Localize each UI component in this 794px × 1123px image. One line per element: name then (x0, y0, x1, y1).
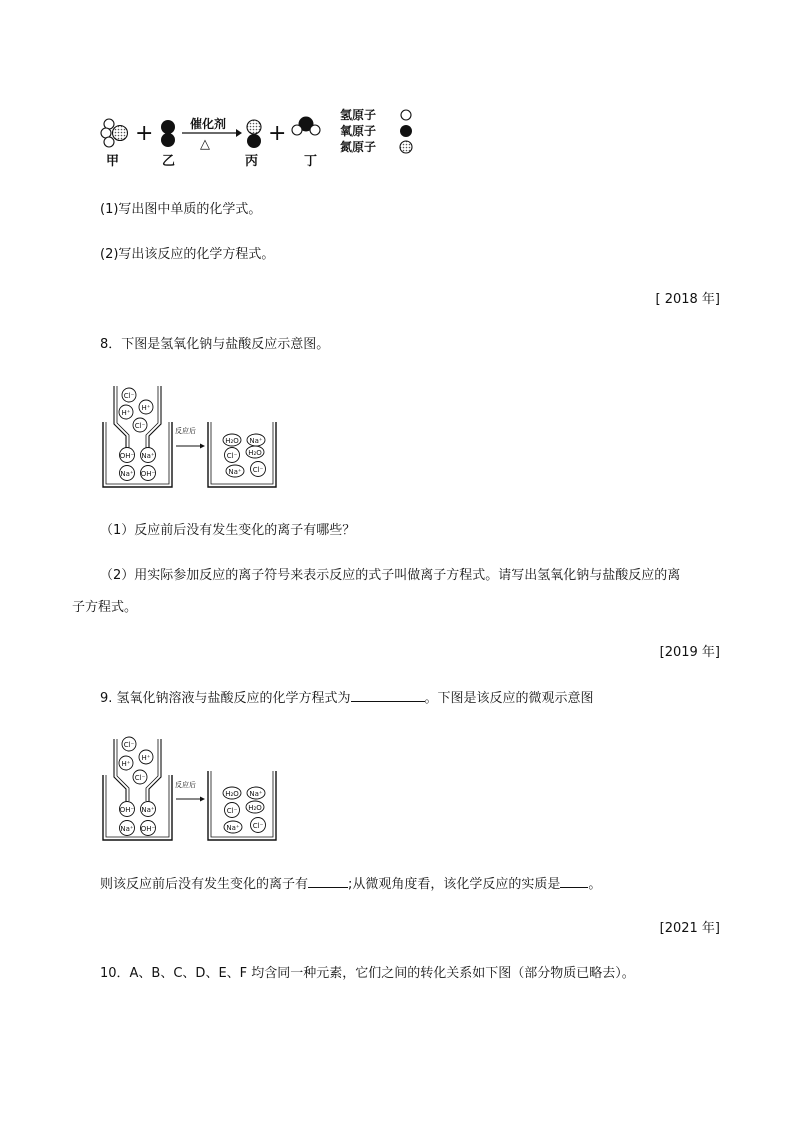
result-ion-2: Na⁺ (249, 790, 263, 798)
result-ion-5: Na⁺ (226, 824, 240, 832)
beaker-diagram-q9 (100, 733, 280, 843)
beaker-diagram-q8 (100, 380, 280, 490)
q9-blank-ions (308, 875, 348, 888)
q8-sub2-line2: 子方程式。 (72, 600, 138, 615)
funnel-ion-3: H⁺ (141, 404, 151, 412)
heat-symbol: △ (200, 137, 210, 152)
beaker-ion-4: OH⁻ (140, 825, 156, 833)
funnel-ion-2: H⁺ (121, 409, 131, 417)
beaker-svg-q9 (100, 733, 280, 843)
q9-sub-b: ;从微观角度看，该化学反应的实质是 (348, 877, 561, 892)
reaction-arrowhead (236, 129, 242, 137)
q7-year: [ 2018 年] (655, 292, 720, 307)
result-ion-1: H₂O (225, 790, 239, 798)
legend-nitrogen-label: 氮原子 (340, 140, 377, 154)
result-ion-6: Cl⁻ (252, 466, 264, 474)
molecule-bing (247, 120, 261, 148)
q9-title-pre: 9. 氢氧化钠溶液与盐酸反应的化学方程式为 (100, 691, 351, 706)
result-ion-6: Cl⁻ (252, 822, 264, 830)
result-ion-2: Na⁺ (249, 437, 263, 445)
legend-oxygen-icon (400, 125, 412, 137)
funnel-ion-1: Cl⁻ (123, 392, 135, 400)
molecule-jia (101, 119, 128, 147)
molecule-ding (292, 117, 320, 136)
label-bing: 丙 (245, 154, 259, 169)
result-ion-1: H₂O (225, 437, 239, 445)
funnel-ion-2: H⁺ (121, 760, 131, 768)
funnel-ion-4: Cl⁻ (134, 422, 146, 430)
beaker-ion-2: Na⁺ (141, 452, 155, 460)
q8-sub1: （1）反应前后没有发生变化的离子有哪些？ (100, 523, 356, 538)
molecule-yi (161, 120, 175, 147)
q9-blank-essence (560, 875, 588, 888)
q10-title: 10．A、B、C、D、E、F 均含同一种元素，它们之间的转化关系如下图（部分物质已略去）。 (100, 966, 635, 981)
beaker-ion-3: Na⁺ (120, 825, 134, 833)
result-ion-3: Cl⁻ (226, 807, 238, 815)
funnel-ion-3: H⁺ (141, 754, 151, 762)
label-jia: 甲 (106, 154, 120, 169)
beaker-ion-1: OH⁻ (119, 452, 135, 460)
beaker-ion-4: OH⁻ (140, 470, 156, 478)
q9-year: [2021 年] (659, 921, 720, 936)
funnel-ion-4: Cl⁻ (134, 774, 146, 782)
q7-sub1: (1)写出图中单质的化学式。 (100, 202, 262, 217)
funnel-ion-1: Cl⁻ (123, 741, 135, 749)
beaker-ion-2: Na⁺ (141, 806, 155, 814)
catalyst-label: 催化剂 (189, 117, 227, 131)
result-ion-5: Na⁺ (228, 468, 242, 476)
q8-year: [2019 年] (659, 645, 720, 660)
plus-sign-2: + (268, 121, 287, 146)
arrow-label: 反应后 (175, 427, 196, 435)
q9-title-post: 。下图是该反应的微观示意图 (424, 691, 594, 706)
reaction-diagram (96, 104, 436, 176)
result-ion-4: H₂O (248, 449, 262, 457)
reaction-diagram-svg (96, 104, 436, 176)
label-ding: 丁 (304, 154, 318, 169)
q7-sub2: (2)写出该反应的化学方程式。 (100, 247, 275, 262)
result-ion-3: Cl⁻ (226, 452, 238, 460)
beaker-ion-1: OH⁻ (119, 806, 135, 814)
beaker-svg-q8 (100, 380, 280, 490)
q8-sub2-line1: （2）用实际参加反应的离子符号来表示反应的式子叫做离子方程式。请写出氢氧化钠与盐酸反应的离 (100, 568, 681, 583)
legend-hydrogen-label: 氢原子 (340, 108, 377, 122)
q9-title (100, 689, 594, 708)
q9-sub (100, 875, 601, 894)
q9-blank-equation (351, 689, 425, 702)
q8-title: 8．下图是氢氧化钠与盐酸反应示意图。 (100, 337, 330, 352)
label-yi: 乙 (162, 154, 176, 169)
plus-sign-1: + (135, 121, 154, 146)
q9-sub-c: 。 (588, 877, 602, 892)
legend-nitrogen-icon (400, 141, 412, 153)
beaker-ion-3: Na⁺ (120, 470, 134, 478)
arrow-label: 反应后 (175, 781, 196, 789)
legend-oxygen-label: 氧原子 (340, 124, 377, 138)
q9-sub-a: 则该反应前后没有发生变化的离子有 (100, 877, 309, 892)
result-ion-4: H₂O (248, 804, 262, 812)
legend-hydrogen-icon (401, 110, 411, 120)
